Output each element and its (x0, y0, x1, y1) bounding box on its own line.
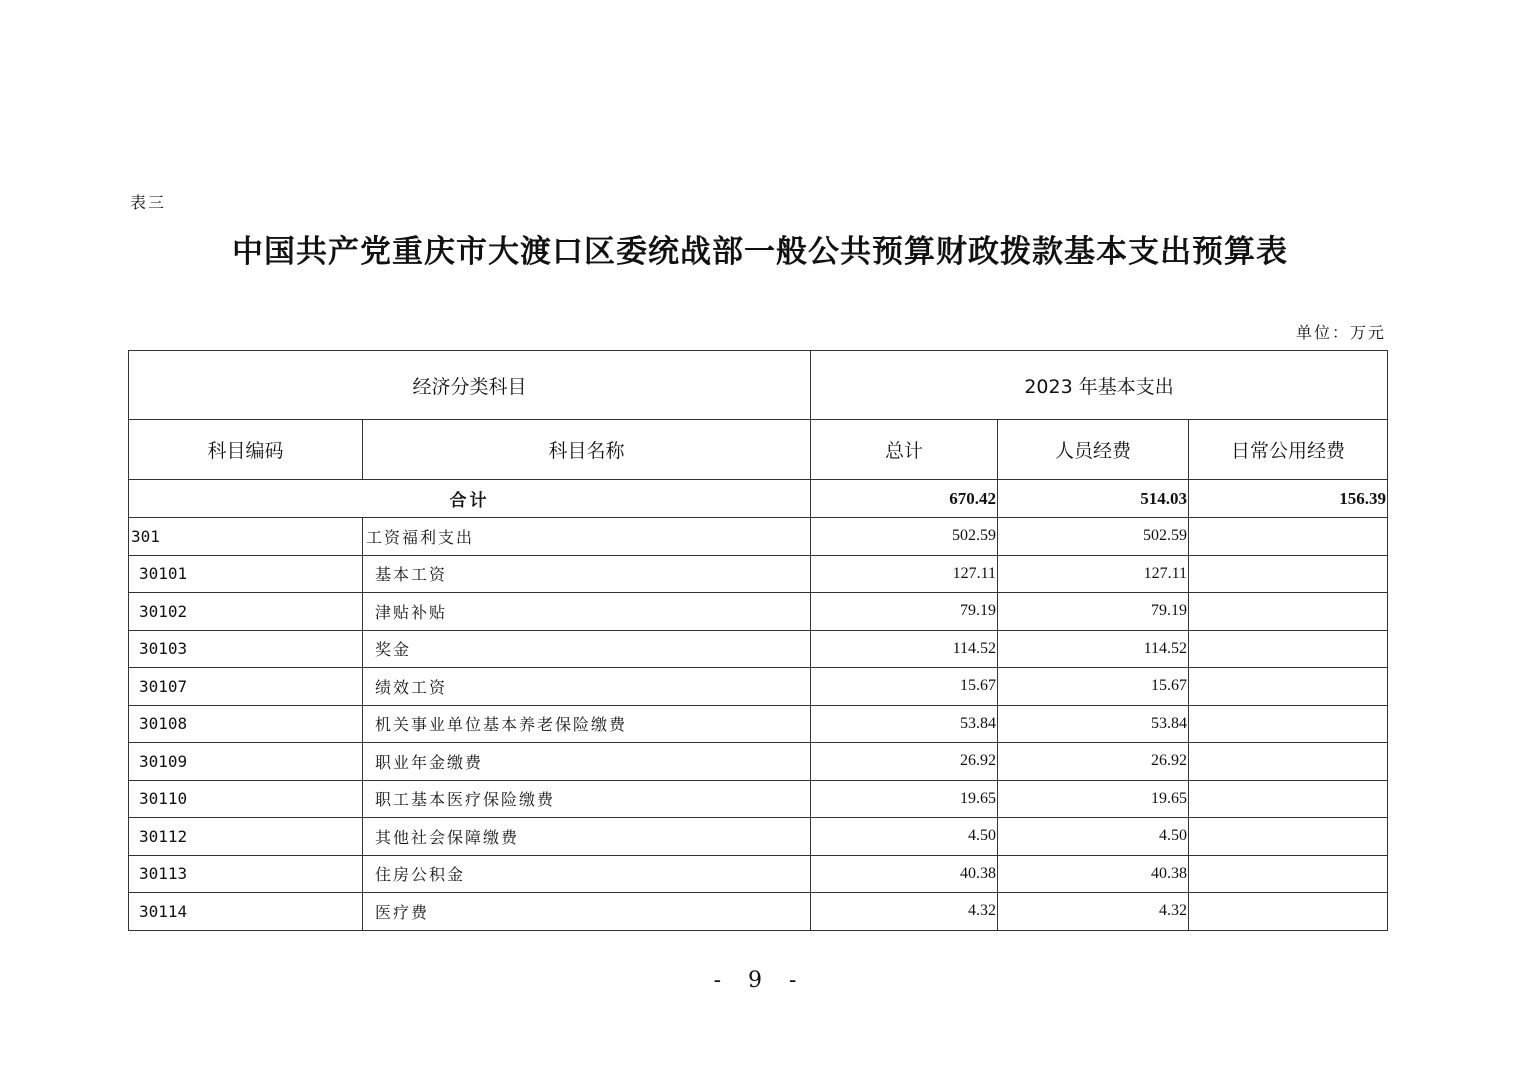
row-name: 职业年金缴费 (363, 743, 811, 781)
row-name: 其他社会保障缴费 (363, 818, 811, 856)
header-total: 总计 (811, 420, 998, 480)
row-name: 职工基本医疗保险缴费 (363, 780, 811, 818)
row-public (1189, 818, 1388, 856)
row-total: 15.67 (811, 668, 998, 706)
row-public (1189, 855, 1388, 893)
row-name: 奖金 (363, 630, 811, 668)
row-total: 79.19 (811, 593, 998, 631)
row-personnel: 127.11 (998, 555, 1189, 593)
row-personnel: 79.19 (998, 593, 1189, 631)
header-name: 科目名称 (363, 420, 811, 480)
table-row (129, 593, 1388, 631)
row-total: 4.50 (811, 818, 998, 856)
row-name: 住房公积金 (363, 855, 811, 893)
table-row (129, 855, 1388, 893)
row-total: 502.59 (811, 518, 998, 556)
row-personnel: 114.52 (998, 630, 1189, 668)
group-header-row (129, 351, 1388, 420)
row-total: 4.32 (811, 893, 998, 931)
row-code: 301 (129, 518, 363, 556)
row-public (1189, 518, 1388, 556)
row-name: 机关事业单位基本养老保险缴费 (363, 705, 811, 743)
table-row (129, 780, 1388, 818)
total-label: 合计 (129, 480, 811, 518)
total-row (129, 480, 1388, 518)
row-personnel: 19.65 (998, 780, 1189, 818)
row-public (1189, 555, 1388, 593)
row-personnel: 502.59 (998, 518, 1189, 556)
row-name: 津贴补贴 (363, 593, 811, 631)
row-code: 30102 (129, 593, 363, 631)
row-public (1189, 705, 1388, 743)
unit-note: 单位：万元 (1295, 323, 1386, 342)
header-classification: 经济分类科目 (129, 351, 811, 420)
row-public (1189, 630, 1388, 668)
row-personnel: 4.50 (998, 818, 1189, 856)
row-name: 工资福利支出 (363, 518, 811, 556)
column-header-row (129, 420, 1388, 480)
row-personnel: 15.67 (998, 668, 1189, 706)
row-personnel: 40.38 (998, 855, 1189, 893)
table-row (129, 555, 1388, 593)
header-public: 日常公用经费 (1189, 420, 1388, 480)
row-public (1189, 668, 1388, 706)
table-label: 表三 (130, 193, 167, 212)
header-personnel: 人员经费 (998, 420, 1189, 480)
page-number: - 9 - (713, 968, 807, 993)
table-row (129, 743, 1388, 781)
total-total: 670.42 (811, 480, 998, 518)
total-personnel: 514.03 (998, 480, 1189, 518)
total-public: 156.39 (1189, 480, 1388, 518)
row-public (1189, 893, 1388, 931)
row-code: 30109 (129, 743, 363, 781)
row-personnel: 26.92 (998, 743, 1189, 781)
row-public (1189, 593, 1388, 631)
row-total: 53.84 (811, 705, 998, 743)
row-total: 127.11 (811, 555, 998, 593)
header-code: 科目编码 (129, 420, 363, 480)
row-code: 30101 (129, 555, 363, 593)
row-code: 30114 (129, 893, 363, 931)
row-code: 30108 (129, 705, 363, 743)
table-row (129, 518, 1388, 556)
row-code: 30113 (129, 855, 363, 893)
row-personnel: 53.84 (998, 705, 1189, 743)
row-total: 26.92 (811, 743, 998, 781)
row-total: 40.38 (811, 855, 998, 893)
table-row (129, 705, 1388, 743)
row-name: 医疗费 (363, 893, 811, 931)
row-name: 绩效工资 (363, 668, 811, 706)
row-code: 30107 (129, 668, 363, 706)
row-name: 基本工资 (363, 555, 811, 593)
row-public (1189, 780, 1388, 818)
row-code: 30103 (129, 630, 363, 668)
row-public (1189, 743, 1388, 781)
table-row (129, 893, 1388, 931)
budget-table (128, 350, 1388, 931)
table-row (129, 818, 1388, 856)
header-year-expense: 2023 年基本支出 (811, 351, 1388, 420)
table-row (129, 630, 1388, 668)
table-row (129, 668, 1388, 706)
page-title: 中国共产党重庆市大渡口区委统战部一般公共预算财政拨款基本支出预算表 (232, 234, 1288, 270)
row-code: 30112 (129, 818, 363, 856)
row-code: 30110 (129, 780, 363, 818)
row-total: 114.52 (811, 630, 998, 668)
row-personnel: 4.32 (998, 893, 1189, 931)
row-total: 19.65 (811, 780, 998, 818)
